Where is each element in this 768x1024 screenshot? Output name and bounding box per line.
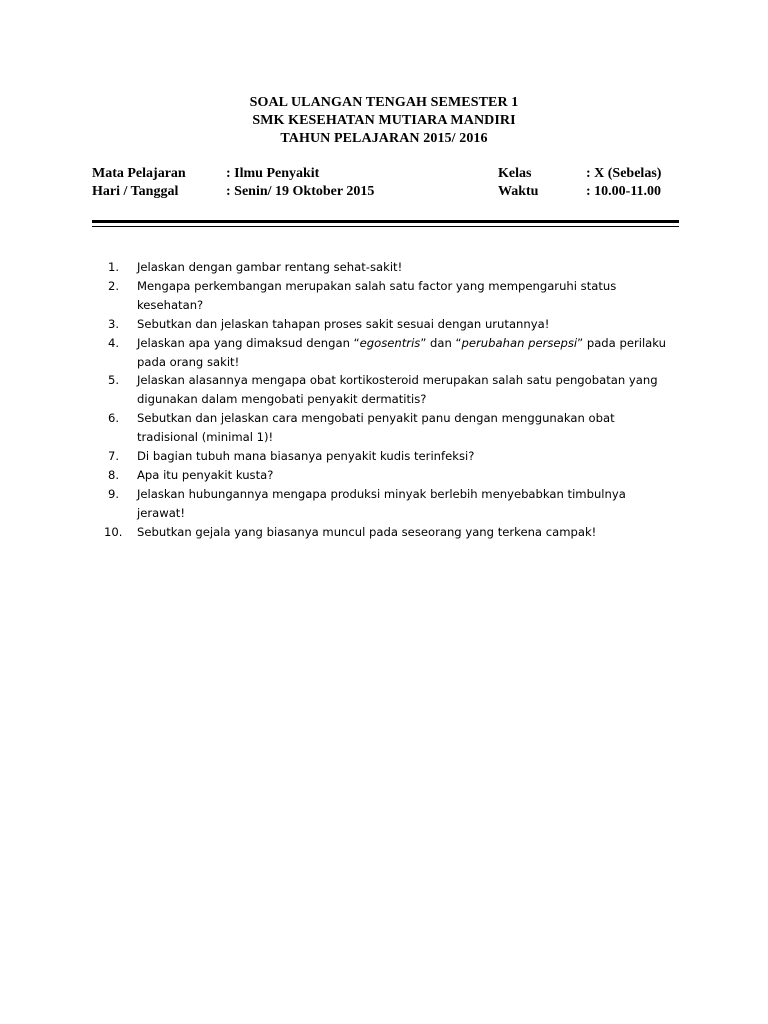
question-text (137, 334, 677, 372)
question-item (0, 334, 677, 372)
question-number: 4. (108, 335, 120, 350)
term-egosentris: egosentris (359, 335, 421, 350)
time-label: Waktu (498, 184, 539, 199)
question-number: 7. (108, 449, 120, 464)
question-text-part: Jelaskan apa yang dimaksud dengan “ (137, 335, 360, 350)
exam-title-block (0, 94, 768, 148)
question-number: 8. (108, 467, 120, 482)
subject-label: Mata Pelajaran (92, 166, 186, 181)
question-item (0, 258, 677, 277)
info-row-subject (0, 164, 768, 184)
question-number: 3. (108, 316, 120, 331)
question-text-part: ” dan “ (420, 335, 462, 350)
question-text: Sebutkan dan jelaskan tahapan proses sakit sesuai dengan urutannya! (137, 316, 550, 331)
question-item (0, 485, 677, 523)
exam-title: SOAL ULANGAN TENGAH SEMESTER 1 (249, 95, 519, 110)
question-item (0, 315, 677, 334)
question-item (0, 371, 677, 409)
question-number: 9. (108, 486, 120, 501)
exam-info (0, 164, 768, 208)
question-text: Mengapa perkembangan merupakan salah satu factor yang mempengaruhi status kesehatan? (137, 278, 617, 312)
question-text: Di bagian tubuh mana biasanya penyakit kudis terinfeksi? (137, 449, 475, 464)
question-number: 2. (108, 278, 120, 293)
date-value: : Senin/ 19 Oktober 2015 (226, 184, 375, 199)
term-perubahan-persepsi: perubahan persepsi (461, 335, 578, 350)
question-list (0, 258, 768, 542)
question-text: Jelaskan dengan gambar rentang sehat-sakit! (137, 260, 403, 274)
question-text: Sebutkan gejala yang biasanya muncul pada seseorang yang terkena campak! (137, 524, 597, 539)
academic-year: TAHUN PELAJARAN 2015/ 2016 (280, 131, 488, 146)
date-label: Hari / Tanggal (92, 184, 179, 199)
school-name: SMK KESEHATAN MUTIARA MANDIRI (252, 113, 516, 128)
question-item (0, 466, 677, 485)
time-value: : 10.00-11.00 (586, 184, 662, 199)
question-text: Jelaskan hubungannya mengapa produksi minyak berlebih menyebabkan timbulnya jerawat! (137, 486, 626, 520)
question-item (0, 409, 677, 447)
question-text: Apa itu penyakit kusta? (137, 467, 274, 482)
question-number: 10. (104, 524, 123, 539)
question-number: 1. (108, 260, 120, 274)
subject-value: : Ilmu Penyakit (226, 166, 320, 181)
question-text-part: ” pada perilaku pada orang sakit! (137, 335, 666, 369)
question-item (0, 277, 677, 315)
question-number: 6. (108, 411, 120, 426)
class-label: Kelas (498, 166, 532, 181)
question-number: 5. (108, 373, 120, 388)
info-row-date (0, 182, 768, 202)
question-text: Sebutkan dan jelaskan cara mengobati penyakit panu dengan menggunakan obat tradisional (minimal 1)! (137, 411, 615, 445)
header-divider-thin (92, 226, 679, 227)
question-item (0, 523, 677, 542)
class-value: : X (Sebelas) (586, 166, 662, 181)
question-text: Jelaskan alasannya mengapa obat kortikosteroid merupakan salah satu pengobatan yang digunakan dalam mengobati penyakit dermatitis? (137, 373, 658, 407)
header-divider-thick (92, 220, 679, 223)
question-item (0, 447, 677, 466)
